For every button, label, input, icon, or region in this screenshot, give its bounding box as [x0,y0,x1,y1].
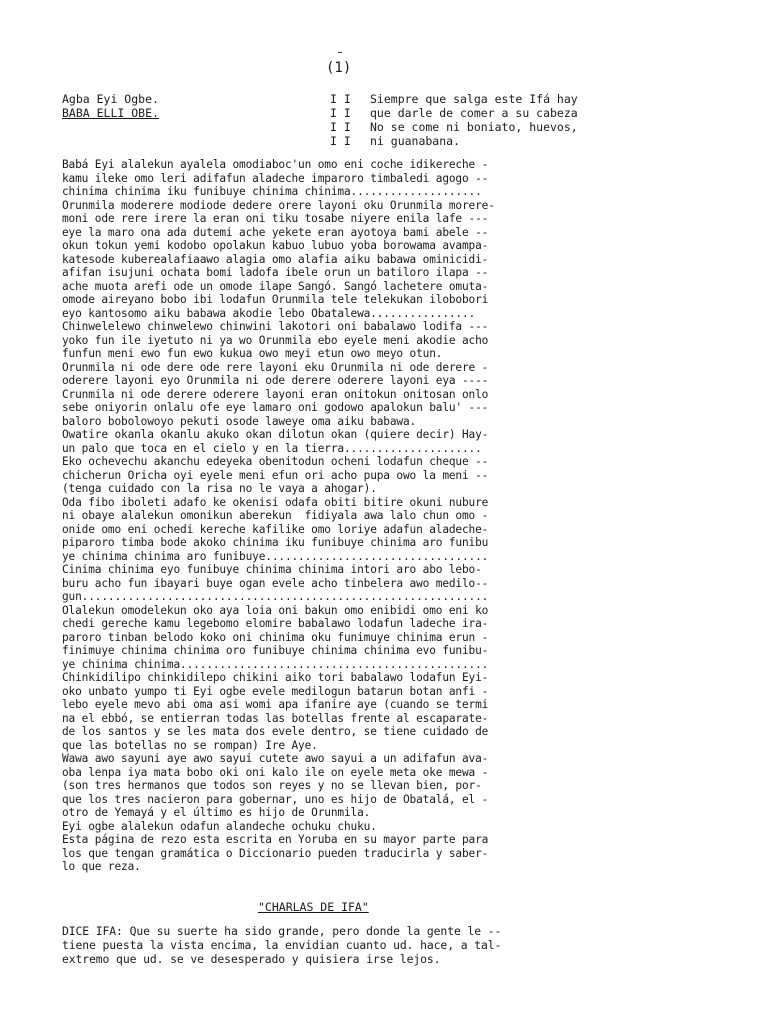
body-line: Owatire okanla okanlu akuko okan dilotun okan (quiere decir) Hay- [62,428,489,441]
body-line: katesode kuberealafiaawo alagia omo alafia aiku babawa ominicidi- [62,252,489,266]
ifa-mark-row: I I [330,106,351,120]
body-line: (tenga cuidado con la risa no le vaya a ahogar). [62,482,377,495]
body-line: moni ode rere irere la eran oni tiku tosabe niyere enila lafe --- [62,212,489,225]
body-line: oba lenpa iya mata bobo oki oni kalo ile on eyele meta oke mewa - [62,765,489,779]
body-line: buru acho fun ibayari buye ogan evele acho tinbelera awo medilo-- [62,576,489,590]
top-mark [338,52,342,53]
body-line: Olalekun omodelekun oko aya loia oni bakun omo enibidi omo eni ko [62,603,489,617]
section-title: "CHARLAS DE IFA" [258,900,369,914]
body-line: Chinkidilipo chinkidilepo chikini aiko tori babalawo lodafun Eyi- [62,671,489,684]
footer-line: extremo que ud. se ve desesperado y quisiera irse lejos. [62,952,441,966]
body-line: paroro tinban belodo koko oni chinima oku funimuye chinima erun - [62,630,489,644]
body-line: lo que reza. [62,860,141,873]
ifa-mark-row: I I [330,92,351,106]
body-line: na el ebbó, se entierran todas las botellas frente al escaparate- [62,711,489,725]
body-line: Orunmila ni ode dere ode rere layoni eku Orunmila ni ode derere - [62,360,489,374]
body-line: omode aireyano bobo ibi lodafun Orunmila tele telekukan ilobobori [62,293,489,306]
body-line: ye chinima chinima............................................... [62,657,489,671]
body-line: Eyi ogbe alalekun odafun alandeche ochuku chuku. [62,819,377,833]
body-line: eyo kantosomo aiku babawa akodie lebo Obatalewa................ [62,306,476,320]
body-line: de los santos y se les mata dos evele dentro, se tiene cuidado de [62,725,489,738]
footer-line: tiene puesta la vista encima, la envidian cuanto ud. hace, a tal- [62,938,502,952]
body-line: Oda fibo iboleti adafo ke okenisi odafa obiti bitire okuni nubure [62,495,489,509]
body-line: un palo que toca en el cielo y en la tierra..................... [62,441,482,455]
body-line: (son tres hermanos que todos son reyes y no se llevan bien, por- [62,779,482,792]
body-line: oderere layoni eyo Orunmila ni ode derere oderere layoni eya ---- [62,374,489,387]
body-line: baloro bobolowoyo pekuti osode laweye oma aiku babawa. [62,414,417,428]
header-title-block [62,92,159,120]
body-line: Orunmila moderere modiode dedere orere layoni oku Orunmila morere- [62,198,495,212]
header-subtitle: BABA ELLI OBE. [62,106,159,120]
body-line: los que tengan gramática o Diccionario pueden traducirla y saber- [62,846,489,860]
body-line: Crunmila ni ode derere oderere layoni eran onitokun onitosan onlo [62,387,489,401]
body-line: chicherun Oricha oyi eyele meni efun ori acho pupa owo la meni -- [62,468,489,482]
body-line: eye la maro ona ada dutemi ache yekete eran ayotoya bami abele -- [62,225,489,239]
body-line: finimuye chinima chinima oro funibuye chinima chinima evo funibu- [62,644,489,657]
body-line: Cinima chinima eyo funibuye chinima chinima intori aro abo lebo- [62,563,482,576]
body-line: ye chinima chinima aro funibuye.................................. [62,549,489,563]
body-line: que los tres nacieron para gobernar, uno es hijo de Obatalá, el - [62,792,489,806]
header-note-line: que darle de comer a su cabeza [370,106,578,120]
ifa-marks [330,92,351,148]
body-line: piparoro timba bode akoko chinima iku funibuye chinima aro funibu [62,536,489,549]
body-line: onide omo eni ochedi kereche kafilike omo loriye adafun aladeche- [62,522,489,536]
body-line: chedi gereche kamu legebomo elomire babalawo lodafun ladeche ira- [62,617,489,630]
body-line: chinima chinima iku funibuye chinima chinima.................... [62,185,482,198]
footer-text [62,924,742,966]
body-line: Eko ochevechu akanchu edeyeka obenitodun ocheni lodafun cheque -- [62,455,489,468]
body-line: okun tokun yemi kodobo opolakun kabuo lubuo yoba borowama avampa- [62,239,489,252]
body-line: Esta página de rezo esta escrita en Yoruba en su mayor parte para [62,833,489,846]
body-text [62,158,742,874]
body-line: kamu ileke omo leri adifafun aladeche imparoro timbaledi agogo -- [62,171,489,185]
footer-line: DICE IFA: Que su suerte ha sido grande, pero donde la gente le -- [62,924,502,938]
header-note-line: No se come ni boniato, huevos, [370,120,578,134]
body-line: ni obaye alalekun omonikun aberekun fidiyala awa lalo chun omo - [62,509,489,522]
body-line: otro de Yemayá y el último es hijo de Orunmila. [62,806,371,819]
body-line: Wawa awo sayuni aye awo sayui cutete awo sayui a un adifafun ava- [62,752,489,765]
ifa-mark-row: I I [330,134,351,148]
ifa-mark-row: I I [330,120,351,134]
header-note [370,92,578,148]
body-line: afifan isujuni ochata bomi ladofa ibele orun un batiloro ilapa -- [62,266,489,279]
body-line: lebo eyele mevo abi oma asi womi apa ifanire aye (cuando se termi [62,698,489,711]
header-note-line: Siempre que salga este Ifá hay [370,92,578,106]
page-number: (1) [326,60,352,76]
body-line: yoko fun ile iyetuto ni ya wo Orunmila ebo eyele meni akodie acho [62,333,489,347]
body-line: sebe oniyorin onlalu ofe eye lamaro oni godowo apalokun balu' --- [62,401,489,414]
header-title: Agba Eyi Ogbe. [62,92,159,106]
body-line: funfun meni ewo fun ewo kukua owo meyi etun owo meyo otun. [62,347,443,360]
body-line: oko unbato yumpo ti Eyi ogbe evele medilogun batarun botan anfi - [62,684,489,698]
header-note-line: ni guanabana. [370,134,461,148]
body-line: Babá Eyi alalekun ayalela omodiaboc'un omo eni coche idikereche - [62,158,489,171]
body-line: que las botellas no se rompan) Ire Aye. [62,738,318,752]
body-line: ache muota arefi ode un omode ilape Sangó. Sangó lachetere omuta- [62,279,489,293]
body-line: Chinwelelewo chinwelewo chinwini lakotori oni babalawo lodifa --- [62,320,489,333]
body-line: gun.............................................................. [62,590,489,603]
